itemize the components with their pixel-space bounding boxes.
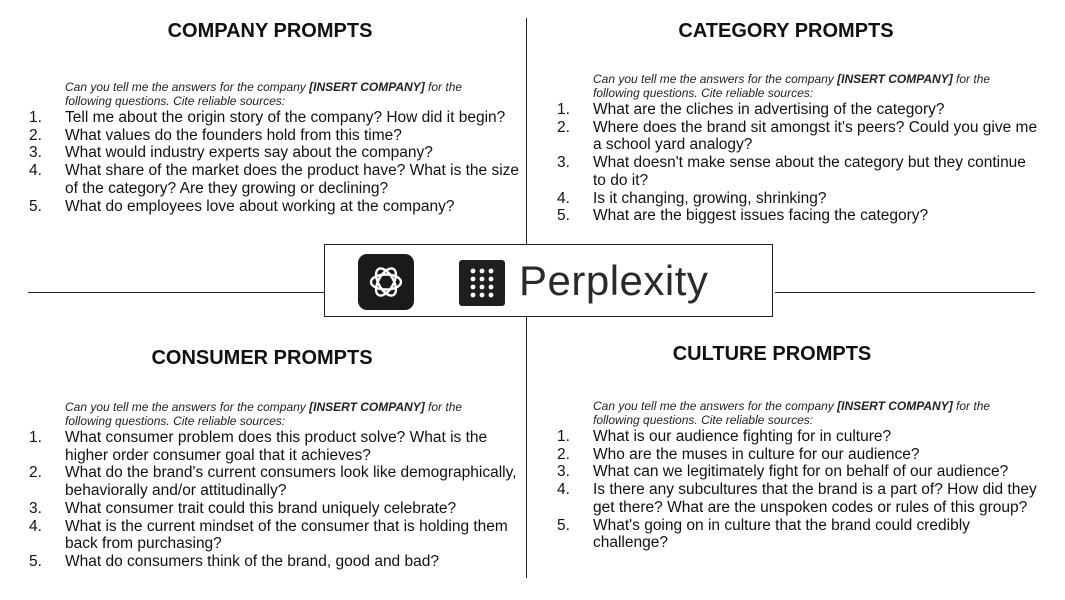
item-text: What is our audience fighting for in culture? [593,428,892,445]
item-number: 1. [557,428,570,445]
item-number: 4. [29,162,42,180]
list-item [550,101,1040,119]
intro-line-2: following questions. Cite reliable sources: [593,413,814,427]
insert-company-placeholder: [INSERT COMPANY] [309,400,425,414]
consumer-prompts-heading: CONSUMER PROMPTS [151,347,373,369]
list-item [22,109,522,127]
perplexity-logo [459,260,505,306]
company-intro [65,80,522,108]
item-text: Who are the muses in culture for our audience? [593,445,920,463]
list-item [550,154,1040,189]
list-item [22,162,522,197]
list-item [22,127,522,145]
item-text: What share of the market does the product have? What is the size of the category? Are they growing or declining? [65,162,520,197]
item-number: 2. [29,126,42,144]
item-text: What consumer trait could this brand uniquely celebrate? [65,499,457,517]
intro-text: for the [424,80,463,94]
intro-text: Can you tell me the answers for the company [593,72,838,86]
item-text: What values do the founders hold from this time? [65,126,402,144]
list-item [22,464,522,499]
item-text: Is it changing, growing, shrinking? [593,189,827,207]
item-text: What consumer problem does this product solve? What is the higher order consumer goal that it achieves? [65,429,488,464]
intro-text: for the [952,399,991,413]
item-number: 5. [29,197,42,215]
consumer-prompts-section [22,400,522,571]
list-item [550,207,1040,225]
intro-text: for the [424,400,463,414]
list-item [22,553,522,571]
culture-prompts-heading: CULTURE PROMPTS [672,343,872,365]
item-text: Tell me about the origin story of the company? How did it begin? [65,109,506,126]
intro-line-2: following questions. Cite reliable sources: [65,94,286,108]
list-item [22,144,522,162]
item-text: What's going on in culture that the brand could credibly challenge? [593,516,970,552]
item-text: What do consumers think of the brand, good and bad? [65,552,439,570]
item-number: 2. [557,118,570,136]
company-question-list [22,109,522,215]
item-text: What can we legitimately fight for on behalf of our audience? [593,463,1009,481]
item-number: 1. [29,429,42,446]
item-number: 2. [557,445,570,463]
item-number: 1. [557,101,570,118]
consumer-intro [65,400,522,428]
item-text: What would industry experts say about the company? [65,144,433,162]
perplexity-grid-icon [459,260,505,306]
item-text: What are the cliches in advertising of the category? [593,101,945,118]
culture-question-list [550,428,1040,552]
list-item [550,481,1040,516]
company-prompts-section [22,80,522,215]
list-item [550,463,1040,481]
intro-text: Can you tell me the answers for the company [65,400,310,414]
intro-line-2: following questions. Cite reliable sources: [65,414,286,428]
consumer-question-list [22,429,522,571]
logo-box [324,244,773,317]
item-number: 3. [557,154,570,172]
item-text: What is the current mindset of the consumer that is holding them back from purchasing? [65,517,508,553]
intro-line-2: following questions. Cite reliable sources: [593,86,814,100]
item-text: What doesn't make sense about the category but they continue to do it? [593,154,1026,189]
item-text: Is there any subcultures that the brand is a part of? How did they get there? What are the unspoken codes or rules of this group? [593,481,1037,516]
openai-knot-icon [365,261,407,303]
insert-company-placeholder: [INSERT COMPANY] [837,399,953,413]
item-text: What do the brand's current consumers look like demographically, behaviorally and/or attitudinally? [65,464,517,500]
item-text: What are the biggest issues facing the category? [593,207,929,225]
list-item [550,119,1040,154]
list-item [22,198,522,216]
item-number: 4. [557,481,570,499]
horizontal-divider-right [775,292,1035,293]
item-number: 3. [29,499,42,517]
list-item [22,500,522,518]
item-number: 2. [29,464,42,482]
perplexity-wordmark: Perplexity [519,257,709,304]
category-question-list [550,101,1040,225]
intro-text: Can you tell me the answers for the company [65,80,310,94]
insert-company-placeholder: [INSERT COMPANY] [309,80,425,94]
item-number: 5. [557,516,570,534]
item-number: 4. [557,189,570,207]
item-text: What do employees love about working at the company? [65,197,455,215]
item-number: 1. [29,109,42,126]
item-number: 3. [29,144,42,162]
item-number: 5. [557,207,570,225]
culture-intro [593,399,1040,427]
intro-text: Can you tell me the answers for the company [593,399,838,413]
category-prompts-section [550,72,1040,225]
item-number: 4. [29,517,42,535]
list-item [22,429,522,464]
company-prompts-heading: COMPANY PROMPTS [167,20,373,42]
culture-prompts-section [550,399,1040,552]
item-number: 3. [557,463,570,481]
item-number: 5. [29,552,42,570]
insert-company-placeholder: [INSERT COMPANY] [837,72,953,86]
list-item [550,517,1040,552]
horizontal-divider-left [28,292,326,293]
item-text: Where does the brand sit amongst it's peers? Could you give me a school yard analogy? [593,118,1038,154]
intro-text: for the [952,72,991,86]
category-prompts-heading: CATEGORY PROMPTS [678,20,894,42]
list-item [22,518,522,553]
list-item [550,190,1040,208]
list-item [550,428,1040,446]
openai-logo [358,254,414,310]
category-intro [593,72,1040,100]
list-item [550,446,1040,464]
